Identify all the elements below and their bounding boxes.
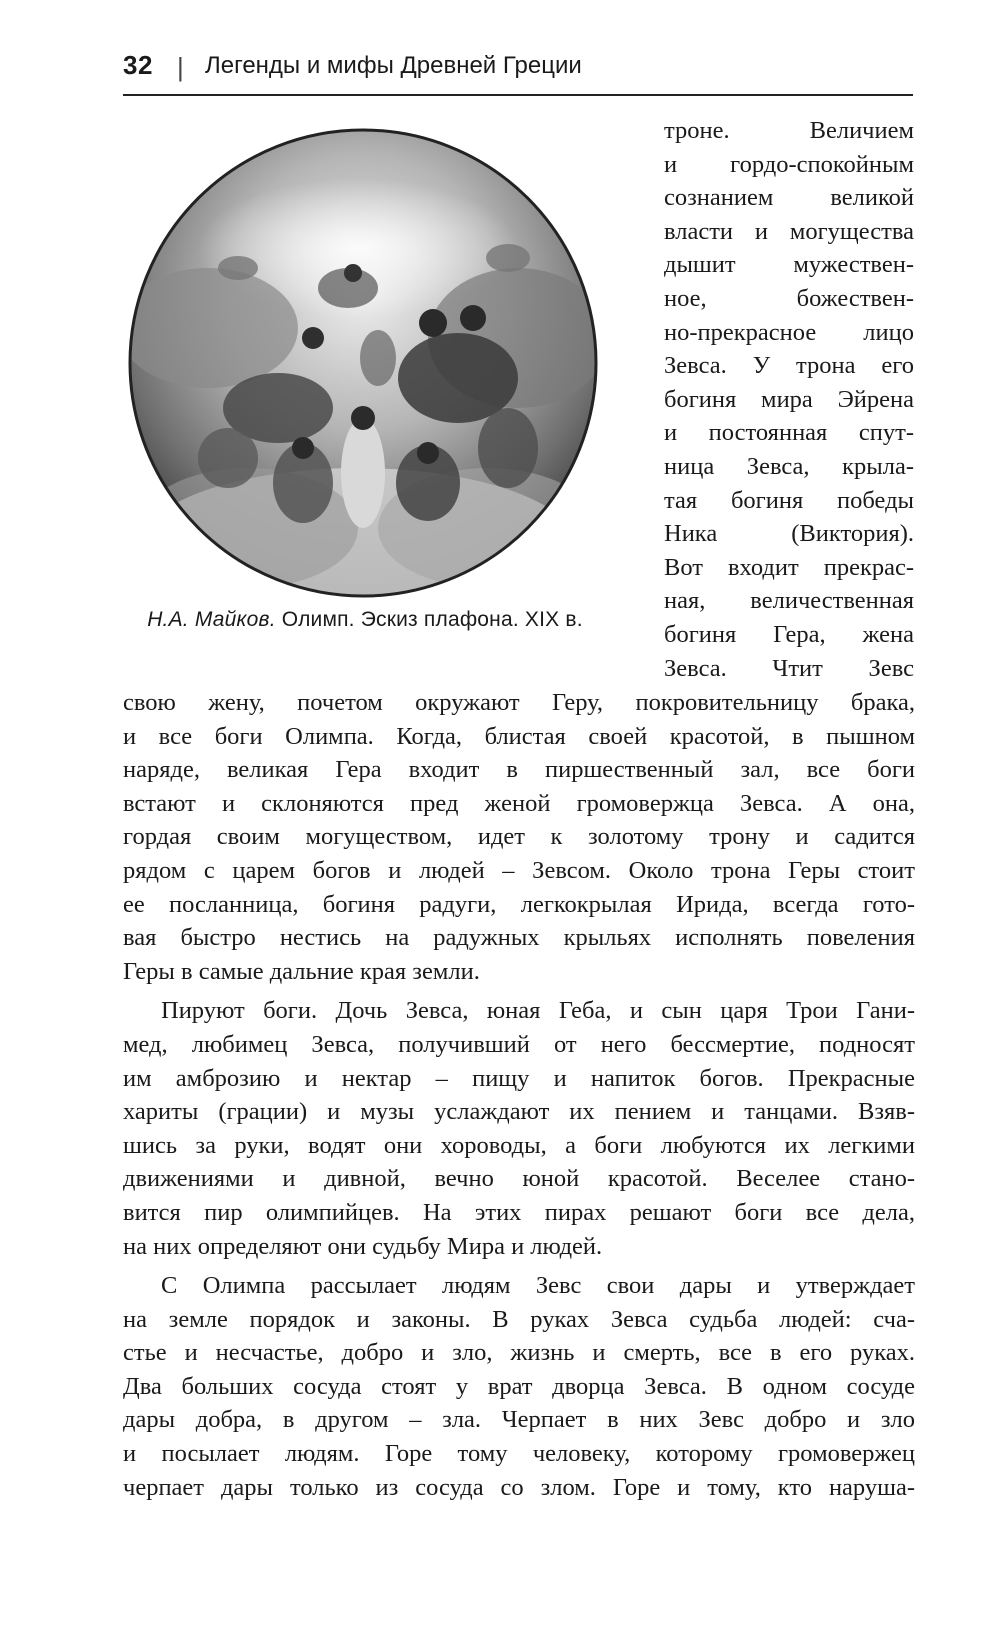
header-divider: | (177, 52, 184, 82)
text-line: на них определяют они судьбу Мира и людей. (123, 1232, 603, 1260)
text-line: черпает дары только из сосуда со злом. Горе и тому, кто наруша- (123, 1473, 915, 1501)
text-line: сознанием великой (664, 184, 914, 212)
text-line: и гордо-спокойным (664, 150, 914, 178)
text-line: вится пир олимпийцев. На этих пирах решают боги все дела, (123, 1198, 915, 1226)
figure-caption (130, 608, 600, 632)
caption-author: Н.А. Майков. (147, 608, 276, 631)
text-line: богиня мира Эйрена (664, 385, 914, 413)
text-line: хариты (грации) и музы услаждают их пением и танцами. Взяв- (123, 1098, 915, 1126)
text-line: встают и склоняются пред женой громовержца Зевса. А она, (123, 789, 915, 817)
text-line: власти и могущества (664, 217, 914, 245)
text-line: свою жену, почетом окружают Геру, покровительницу брака, (123, 689, 915, 716)
text-line: Зевса. У трона его (664, 352, 914, 380)
text-line: Геры в самые дальние края земли. (123, 957, 480, 985)
text-line: гордая своим могуществом, идет к золотому трону и садится (123, 823, 915, 851)
text-line: Два больших сосуда стоят у врат дворца Зевса. В одном сосуде (123, 1372, 915, 1400)
text-line: вая быстро нестись на радужных крыльях исполнять повеления (123, 924, 915, 952)
running-title: Легенды и мифы Древней Греции (205, 52, 582, 79)
text-line: стье и несчастье, добро и зло, жизнь и смерть, все в его руках. (123, 1339, 915, 1367)
text-line: тая богиня победы (664, 486, 914, 514)
text-line: ная, величественная (664, 587, 914, 615)
text-line: но-прекрасное лицо (664, 318, 914, 346)
text-line: С Олимпа рассылает людям Зевс свои дары и утверждает (161, 1272, 915, 1300)
text-line: и посылает людям. Горе тому человеку, которому громовержец (123, 1440, 915, 1468)
page-number: 32 (123, 50, 153, 80)
text-line: шись за руки, водят они хороводы, а боги любуются их легкими (123, 1131, 915, 1159)
text-line: ница Зевса, крыла- (664, 452, 914, 480)
text-line: дары добра, в другом – зла. Черпает в них Зевс добро и зло (123, 1406, 915, 1434)
paragraph-3 (123, 1269, 915, 1504)
text-line: троне. Величием (664, 117, 914, 144)
text-line: движениями и дивной, вечно юной красотой. Веселее стано- (123, 1165, 915, 1193)
text-line: Вот входит прекрас- (664, 553, 914, 581)
text-line: и постоянная спут- (664, 419, 914, 447)
text-line: ное, божествен- (664, 284, 914, 312)
text-line: дышит мужествен- (664, 251, 914, 279)
olympus-ceiling-painting (128, 128, 598, 598)
text-line: рядом с царем богов и людей – Зевсом. Около трона Геры стоит (123, 856, 915, 884)
text-line: Ника (Виктория). (664, 520, 914, 548)
text-line: Пируют боги. Дочь Зевса, юная Геба, и сын царя Трои Гани- (161, 997, 915, 1025)
paragraph-2 (123, 994, 915, 1263)
paragraph-1 (123, 686, 915, 988)
text-line: им амброзию и нектар – пищу и напиток богов. Прекрасные (123, 1064, 915, 1092)
caption-text: Олимп. Эскиз плафона. XIX в. (275, 608, 583, 631)
side-column-text (664, 114, 914, 685)
text-line: ее посланница, богиня радуги, легкокрылая Ирида, всегда гото- (123, 890, 915, 918)
main-column-text (123, 686, 915, 1504)
text-line: мед, любимец Зевса, получивший от него бессмертие, подносят (123, 1030, 915, 1058)
text-line: на земле порядок и законы. В руках Зевса судьба людей: сча- (123, 1305, 915, 1333)
text-line: богиня Гера, жена (664, 620, 914, 648)
text-line: наряде, великая Гера входит в пиршественный зал, все боги (123, 756, 915, 784)
text-line: и все боги Олимпа. Когда, блистая своей красотой, в пышном (123, 722, 915, 750)
text-line: Зевса. Чтит Зевс (664, 654, 914, 682)
running-header (123, 42, 913, 96)
